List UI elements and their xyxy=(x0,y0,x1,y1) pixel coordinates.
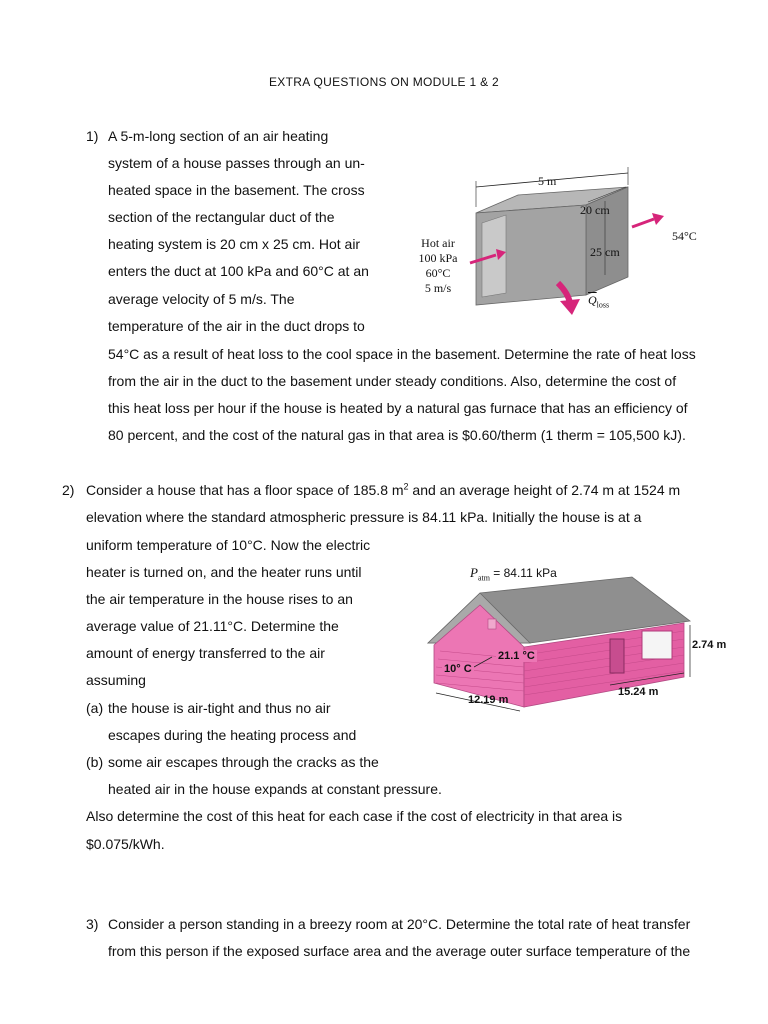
atmospheric-pressure-label: $P_{atm} = 84.11$ kPa xyxy=(470,565,557,583)
q1-line: heating system is 20 cm x 25 cm. Hot air xyxy=(108,236,361,252)
q3-line: Consider a person standing in a breezy room at 20°C. Determine the total rate of heat transfer xyxy=(108,916,691,932)
q1-number: 1) xyxy=(86,128,99,144)
house-depth-label: 15.24 m xyxy=(618,686,659,698)
q1-line: enters the duct at 100 kPa and 60°C at an xyxy=(108,263,369,279)
house-figure xyxy=(420,555,740,715)
house-width-label: 12.19 m xyxy=(468,694,509,706)
q1-line: heated space in the basement. The cross xyxy=(108,182,365,198)
duct-width-label: 20 cm xyxy=(580,203,610,217)
inlet-label: Hot air xyxy=(421,236,455,250)
outlet-temperature-label: 54°C xyxy=(672,229,697,243)
duct-height-label: 25 cm xyxy=(590,245,620,259)
house-door xyxy=(610,639,624,673)
house-height-label: 2.74 m xyxy=(692,639,727,651)
q2-line: Consider a house that has a floor space of 185.8 $m^2$ and an average height of 2.74 m at 1524 m xyxy=(86,481,681,498)
q2-line: average value of 21.11°C. Determine the xyxy=(86,618,339,634)
document-title: EXTRA QUESTIONS ON MODULE 1 & 2 xyxy=(268,75,500,89)
q2-tail-line: $0.075/kWh. xyxy=(86,836,165,852)
duct-figure xyxy=(400,165,720,325)
q2-part-a-label: (a) xyxy=(86,700,104,716)
q3-number: 3) xyxy=(86,916,99,932)
q1-line: from the air in the duct to the basement under steady conditions. Also, determine the cost of xyxy=(108,373,677,389)
initial-temperature-label: 10° C xyxy=(444,663,472,675)
q1-line: section of the rectangular duct of the xyxy=(108,209,335,225)
house-illustration xyxy=(420,555,740,715)
q1-line: 80 percent, and the cost of the natural gas in that area is $0.60/therm (1 therm = 105,500 kJ). xyxy=(108,427,686,443)
q2-part-a-line: escapes during the heating process and xyxy=(108,727,357,743)
q2-part-b-line: heated air in the house expands at constant pressure. xyxy=(108,781,442,797)
q1-line: this heat loss per hour if the house is heated by a natural gas furnace that has an efficiency of xyxy=(108,400,688,416)
q2-number: 2) xyxy=(62,482,75,498)
house-vent xyxy=(488,619,496,629)
q2-line: elevation where the standard atmospheric pressure is 84.11 kPa. Initially the house is at a xyxy=(86,509,642,525)
q2-part-a-line: the house is air-tight and thus no air xyxy=(108,700,331,716)
q1-line: 54°C as a result of heat loss to the cool space in the basement. Determine the rate of heat loss xyxy=(108,346,696,362)
q2-part-b-line: some air escapes through the cracks as the xyxy=(108,754,379,770)
inlet-conditions xyxy=(410,236,466,296)
duct-length-label: 5 m xyxy=(538,174,557,188)
q2-line: amount of energy transferred to the air xyxy=(86,645,325,661)
q2-line: assuming xyxy=(86,672,146,688)
q2-line: uniform temperature of 10°C. Now the electric xyxy=(86,537,371,553)
q2-tail-line: Also determine the cost of this heat for each case if the cost of electricity in that area is xyxy=(86,808,623,824)
q3-line: from this person if the exposed surface area and the average outer surface temperature of the xyxy=(108,943,691,959)
final-temperature-label: 21.1 °C xyxy=(498,650,535,662)
heat-loss-label: $\overline{Q}_{loss}$ xyxy=(588,293,610,310)
q1-line: average velocity of 5 m/s. The xyxy=(108,291,295,307)
q2-line: heater is turned on, and the heater runs until xyxy=(86,564,362,580)
q2-part-b-label: (b) xyxy=(86,754,104,770)
house-window xyxy=(642,631,672,659)
inlet-velocity: 5 m/s xyxy=(424,281,452,295)
q2-line: the air temperature in the house rises to an xyxy=(86,591,353,607)
q1-line: temperature of the air in the duct drops to xyxy=(108,318,365,334)
inlet-temperature: 60°C xyxy=(425,266,451,280)
inlet-pressure: 100 kPa xyxy=(418,251,458,265)
outlet-arrow xyxy=(632,219,654,227)
q1-line: system of a house passes through an un- xyxy=(108,155,365,171)
q1-line: A 5-m-long section of an air heating xyxy=(108,128,329,144)
